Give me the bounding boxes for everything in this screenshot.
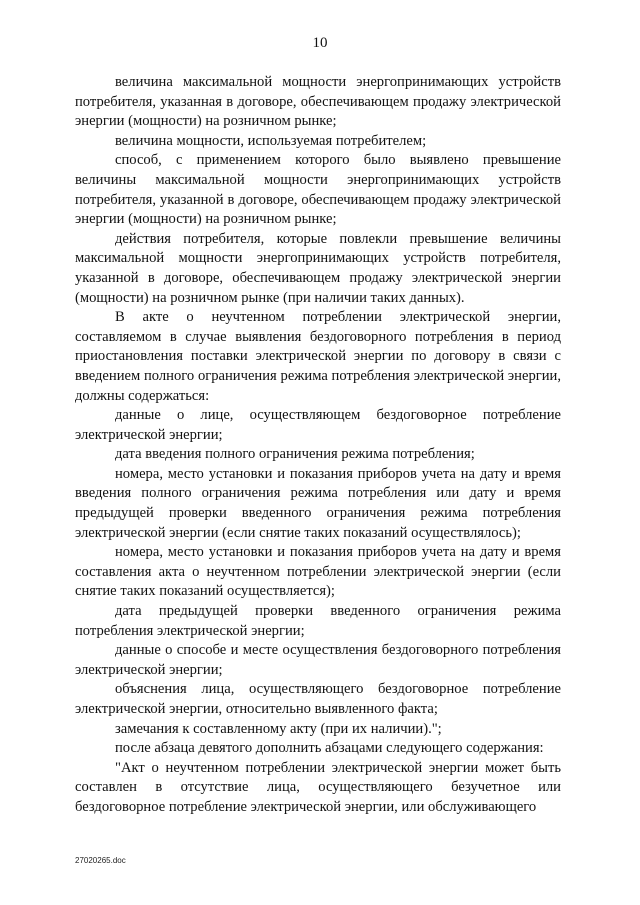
paragraph: после абзаца девятого дополнить абзацами следующего содержания:	[115, 740, 544, 757]
paragraph: номера, место установки и показания приборов учета на дату и время введения полного ограничения режима потребления или дату и время предыдущей проверки введенного ограничения режима потребления электрической энергии (если снятие таких показаний осуществлялось);	[75, 465, 561, 541]
footer-filename: 27020265.doc	[75, 856, 126, 865]
paragraph: действия потребителя, которые повлекли превышение величины максимальной мощности энергопринимающих устройств потребителя, указанной в договоре, обеспечивающем продажу электрической энергии (мощности) на розничном рынке (при наличии таких данных).	[75, 230, 561, 306]
paragraph: замечания к составленному акту (при их наличии).";	[115, 720, 442, 737]
paragraph: данные о способе и месте осуществления бездоговорного потребления электрической энергии;	[75, 642, 561, 678]
paragraph: величина максимальной мощности энергопринимающих устройств потребителя, указанная в договоре, обеспечивающем продажу электрической энергии (мощности) на розничном рынке;	[75, 74, 561, 130]
paragraph: номера, место установки и показания приборов учета на дату и время составления акта о неучтенном потреблении электрической энергии (если снятие таких показаний осуществляется);	[75, 544, 561, 600]
paragraph: способ, с применением которого было выявлено превышение величины максимальной мощности энергопринимающих устройств потребителя, указанной в договоре, обеспечивающем продажу электрической энергии (мощности) на розничном рынке;	[75, 152, 561, 228]
page-number: 10	[312, 35, 328, 51]
paragraph: В акте о неучтенном потреблении электрической энергии, составляемом в случае выявления бездоговорного потребления в период приостановления поставки электрической энергии по договору в связи с введением полного ограничения режима потребления электрической энергии, должны содержаться:	[75, 309, 561, 404]
paragraph: дата предыдущей проверки введенного ограничения режима потребления электрической энергии;	[75, 603, 561, 639]
paragraph: дата введения полного ограничения режима потребления;	[115, 446, 475, 463]
paragraph: данные о лице, осуществляющем бездоговорное потребление электрической энергии;	[75, 407, 561, 443]
paragraph: объяснения лица, осуществляющего бездоговорное потребление электрической энергии, относительно выявленного факта;	[75, 681, 561, 717]
document-body	[75, 73, 561, 818]
paragraph: величина мощности, используемая потребителем;	[115, 132, 427, 149]
paragraph: "Акт о неучтенном потреблении электрической энергии может быть составлен в отсутствие лица, осуществляющего безучетное или бездоговорное потребление электрической энергии, или обслуживающего	[75, 759, 561, 815]
